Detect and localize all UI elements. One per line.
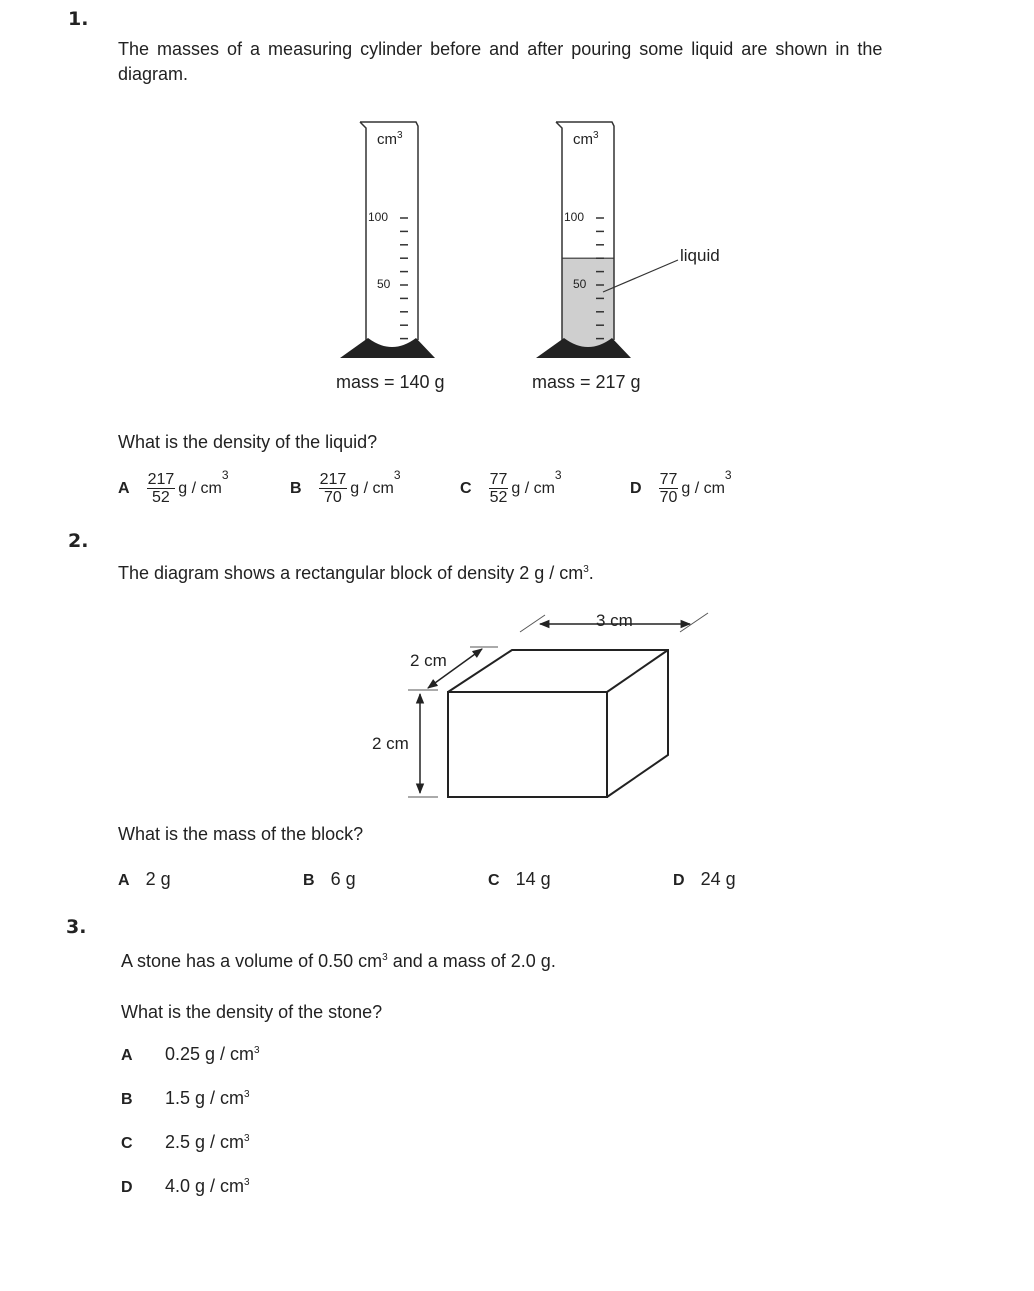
option-b[interactable]: B $\frac{217}{70}$ g / $cm^3$ <box>290 468 401 507</box>
cylinder-2-label-100: 100 <box>564 210 585 224</box>
liquid-fill <box>562 258 614 348</box>
question-1-number: 1. <box>68 8 89 30</box>
option-c[interactable]: C $\frac{77}{52}$ g / $cm^3$ <box>460 468 562 507</box>
fraction: $\frac{217}{52}$ <box>147 471 175 507</box>
option-letter: B <box>290 479 302 497</box>
option-d[interactable]: D 4.0 g / $cm^3$ <box>121 1176 250 1196</box>
option-letter: A <box>118 872 130 889</box>
option-b[interactable]: B 1.5 g / $cm^3$ <box>121 1088 250 1108</box>
option-letter: A <box>121 1047 133 1064</box>
question-2-prompt: What is the mass of the block? <box>118 824 364 844</box>
option-letter: C <box>488 872 500 889</box>
mass-after: mass = 217 g <box>532 372 641 392</box>
question-1-text: The masses of a measuring cylinder before and after pouring some liquid are shown in the <box>118 39 883 59</box>
option-letter: C <box>121 1135 133 1152</box>
option-d[interactable] <box>673 869 736 890</box>
cylinder-with-liquid <box>536 122 678 358</box>
cylinder-1-unit: $cm^3$ <box>377 130 403 148</box>
cylinder-1-label-50: 50 <box>377 277 391 291</box>
liquid-label: liquid <box>680 246 720 265</box>
option-letter: D <box>673 872 685 889</box>
option-value: 2 g <box>145 869 171 889</box>
option-c[interactable] <box>488 869 551 890</box>
mass-before: mass = 140 g <box>336 372 445 392</box>
cylinder-base <box>340 338 435 358</box>
question-3-text: A stone has a volume of 0.50 $cm^3$ and a mass of 2.0 g. <box>121 951 556 971</box>
question-3-prompt: What is the density of the stone? <box>121 1002 383 1022</box>
question-2-number: 2. <box>68 530 89 552</box>
cylinder-2-unit: $cm^3$ <box>573 130 599 148</box>
cylinder-1-label-100: 100 <box>368 210 389 224</box>
option-letter: D <box>121 1179 133 1196</box>
option-a[interactable]: A $\frac{217}{52}$ g / $cm^3$ <box>118 468 229 507</box>
option-a[interactable] <box>118 869 171 890</box>
option-letter: A <box>118 479 130 497</box>
height-label: 2 cm <box>372 734 409 753</box>
option-a[interactable]: A 0.25 g / $cm^3$ <box>121 1044 260 1064</box>
question-1-prompt: What is the density of the liquid? <box>118 432 378 452</box>
question-1-text-cont: diagram. <box>118 64 189 84</box>
option-value: 24 g <box>700 869 736 889</box>
fraction: $\frac{217}{70}$ <box>319 471 347 507</box>
question-2-text: The diagram shows a rectangular block of density 2 g / $cm^3$. <box>118 563 594 583</box>
option-b[interactable] <box>303 869 356 890</box>
fraction: $\frac{77}{52}$ <box>489 471 508 507</box>
option-value: 0.25 g / cm <box>165 1044 255 1064</box>
depth-label: 2 cm <box>410 651 447 670</box>
option-letter: D <box>630 479 642 497</box>
option-c[interactable]: C 2.5 g / $cm^3$ <box>121 1132 250 1152</box>
option-letter: C <box>460 479 472 497</box>
option-value: 14 g <box>515 869 551 889</box>
fraction: $\frac{77}{70}$ <box>659 471 678 507</box>
rectangular-block-diagram <box>0 590 1034 810</box>
cylinder-empty <box>340 122 435 358</box>
option-value: 2.5 g / cm <box>165 1132 245 1152</box>
option-value: 6 g <box>330 869 356 889</box>
cylinder-2-label-50: 50 <box>573 277 587 291</box>
option-d[interactable]: D $\frac{77}{70}$ g / $cm^3$ <box>630 468 732 507</box>
question-3-number: 3. <box>66 916 87 938</box>
option-value: 1.5 g / cm <box>165 1088 245 1108</box>
option-value: 4.0 g / cm <box>165 1176 245 1196</box>
length-label: 3 cm <box>596 611 633 630</box>
option-letter: B <box>121 1091 133 1108</box>
option-letter: B <box>303 872 315 889</box>
measuring-cylinders-diagram <box>0 0 1034 420</box>
